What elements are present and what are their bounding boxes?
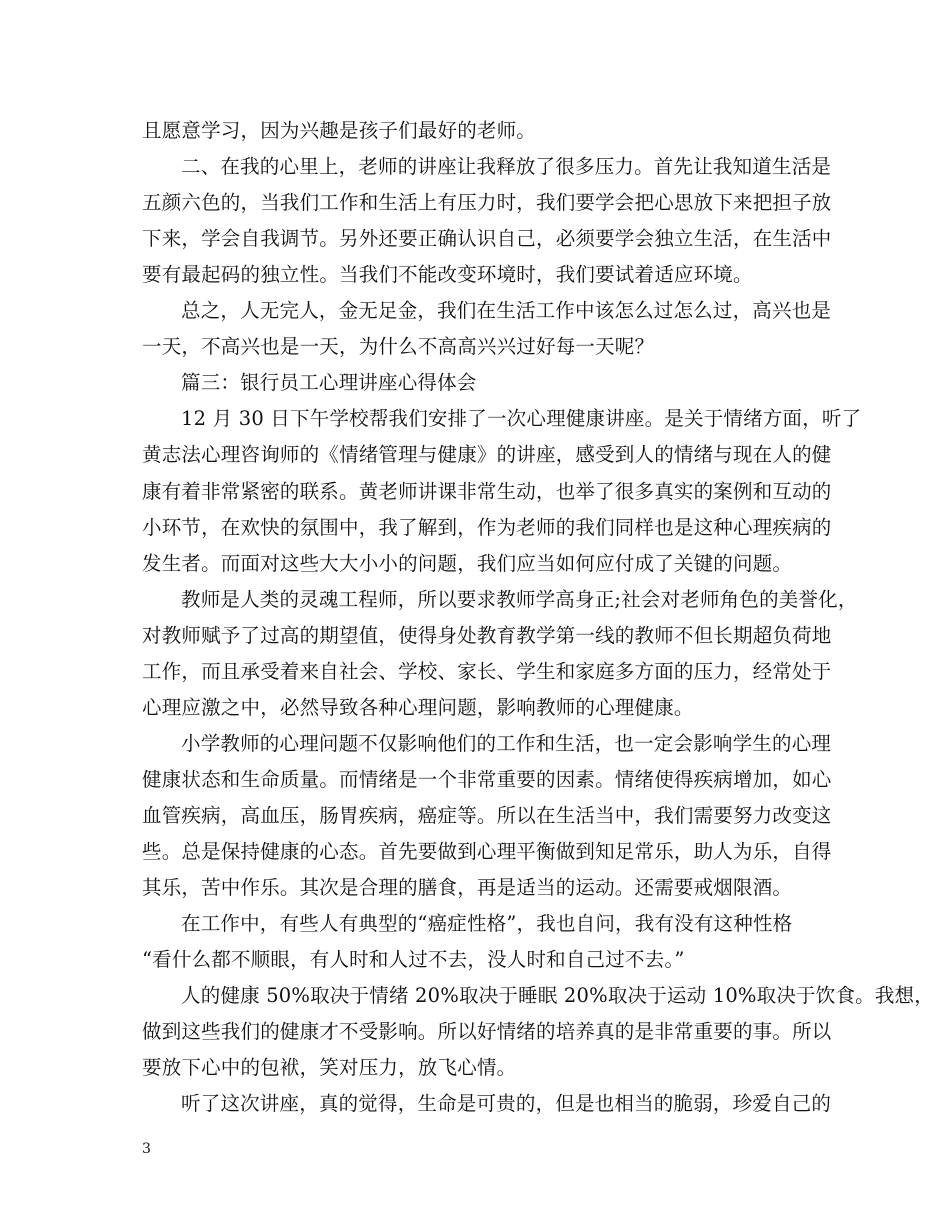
paragraph-line: 听了这次讲座，真的觉得，生命是可贵的，但是也相当的脆弱，珍爱自己的 bbox=[181, 1092, 832, 1115]
paragraph-line: 康有着非常紧密的联系。黄老师讲课非常生动，也举了很多真实的案例和互动的 bbox=[142, 480, 832, 503]
paragraph-line: 心理应激之中，必然导致各种心理问题，影响教师的心理健康。 bbox=[142, 696, 694, 719]
paragraph-line: 总之，人无完人，金无足金，我们在生活工作中该怎么过怎么过，高兴也是 bbox=[181, 299, 832, 322]
paragraph-line: 一天，不高兴也是一天，为什么不高高兴兴过好每一天呢？ bbox=[142, 335, 655, 358]
paragraph-line: 人的健康 50%取决于情绪 20%取决于睡眠 20%取决于运动 10%取决于饮食。我想， bbox=[181, 984, 934, 1007]
paragraph-line: 二、在我的心里上，老师的讲座让我释放了很多压力。首先让我知道生活是 bbox=[181, 155, 832, 178]
paragraph-line: 些。总是保持健康的心态。首先要做到心理平衡做到知足常乐，助人为乐，自得 bbox=[142, 840, 832, 863]
paragraph-line: 对教师赋予了过高的期望值，使得身处教育教学第一线的教师不但长期超负荷地 bbox=[142, 624, 832, 647]
paragraph-line: 其乐，苦中作乐。其次是合理的膳食，再是适当的运动。还需要戒烟限酒。 bbox=[142, 876, 793, 899]
paragraph-line: 下来，学会自我调节。另外还要正确认识自己，必须要学会独立生活，在生活中 bbox=[142, 227, 832, 250]
paragraph-line: 在工作中，有些人有典型的“癌症性格”，我也自问，我有没有这种性格 bbox=[181, 912, 793, 935]
paragraph-line: 健康状态和生命质量。而情绪是一个非常重要的因素。情绪使得疾病增加，如心 bbox=[142, 768, 832, 791]
paragraph-line: 小学教师的心理问题不仅影响他们的工作和生活，也一定会影响学生的心理 bbox=[181, 732, 832, 755]
page-number: 3 bbox=[142, 1141, 151, 1157]
paragraph-line: 黄志法心理咨询师的《情绪管理与健康》的讲座，感受到人的情绪与现在人的健 bbox=[142, 443, 832, 466]
paragraph-line: 12 月 30 日下午学校帮我们安排了一次心理健康讲座。是关于情绪方面，听了 bbox=[181, 407, 862, 430]
paragraph-line: 小环节，在欢快的氛围中，我了解到，作为老师的我们同样也是这种心理疾病的 bbox=[142, 516, 832, 539]
paragraph-line: 要放下心中的包袱，笑对压力，放飞心情。 bbox=[142, 1056, 517, 1079]
paragraph-line: 工作，而且承受着来自社会、学校、家长、学生和家庭多方面的压力，经常处于 bbox=[142, 660, 832, 683]
paragraph-line: 教师是人类的灵魂工程师，所以要求教师学高身正;社会对老师角色的美誉化， bbox=[181, 588, 858, 611]
paragraph-line: 篇三：银行员工心理讲座心得体会 bbox=[181, 371, 477, 394]
paragraph-line: 要有最起码的独立性。当我们不能改变环境时，我们要试着适应环境。 bbox=[142, 263, 753, 286]
paragraph-line: 且愿意学习，因为兴趣是孩子们最好的老师。 bbox=[142, 119, 537, 142]
paragraph-line: 发生者。而面对这些大大小小的问题，我们应当如何应付成了关键的问题。 bbox=[142, 552, 793, 575]
paragraph-line: “看什么都不顺眼，有人时和人过不去，没人时和自己过不去。” bbox=[142, 948, 685, 971]
paragraph-line: 五颜六色的，当我们工作和生活上有压力时，我们要学会把心思放下来把担子放 bbox=[142, 191, 832, 214]
paragraph-line: 做到这些我们的健康才不受影响。所以好情绪的培养真的是非常重要的事。所以 bbox=[142, 1020, 832, 1043]
paragraph-line: 血管疾病，高血压，肠胃疾病，癌症等。所以在生活当中，我们需要努力改变这 bbox=[142, 804, 832, 827]
